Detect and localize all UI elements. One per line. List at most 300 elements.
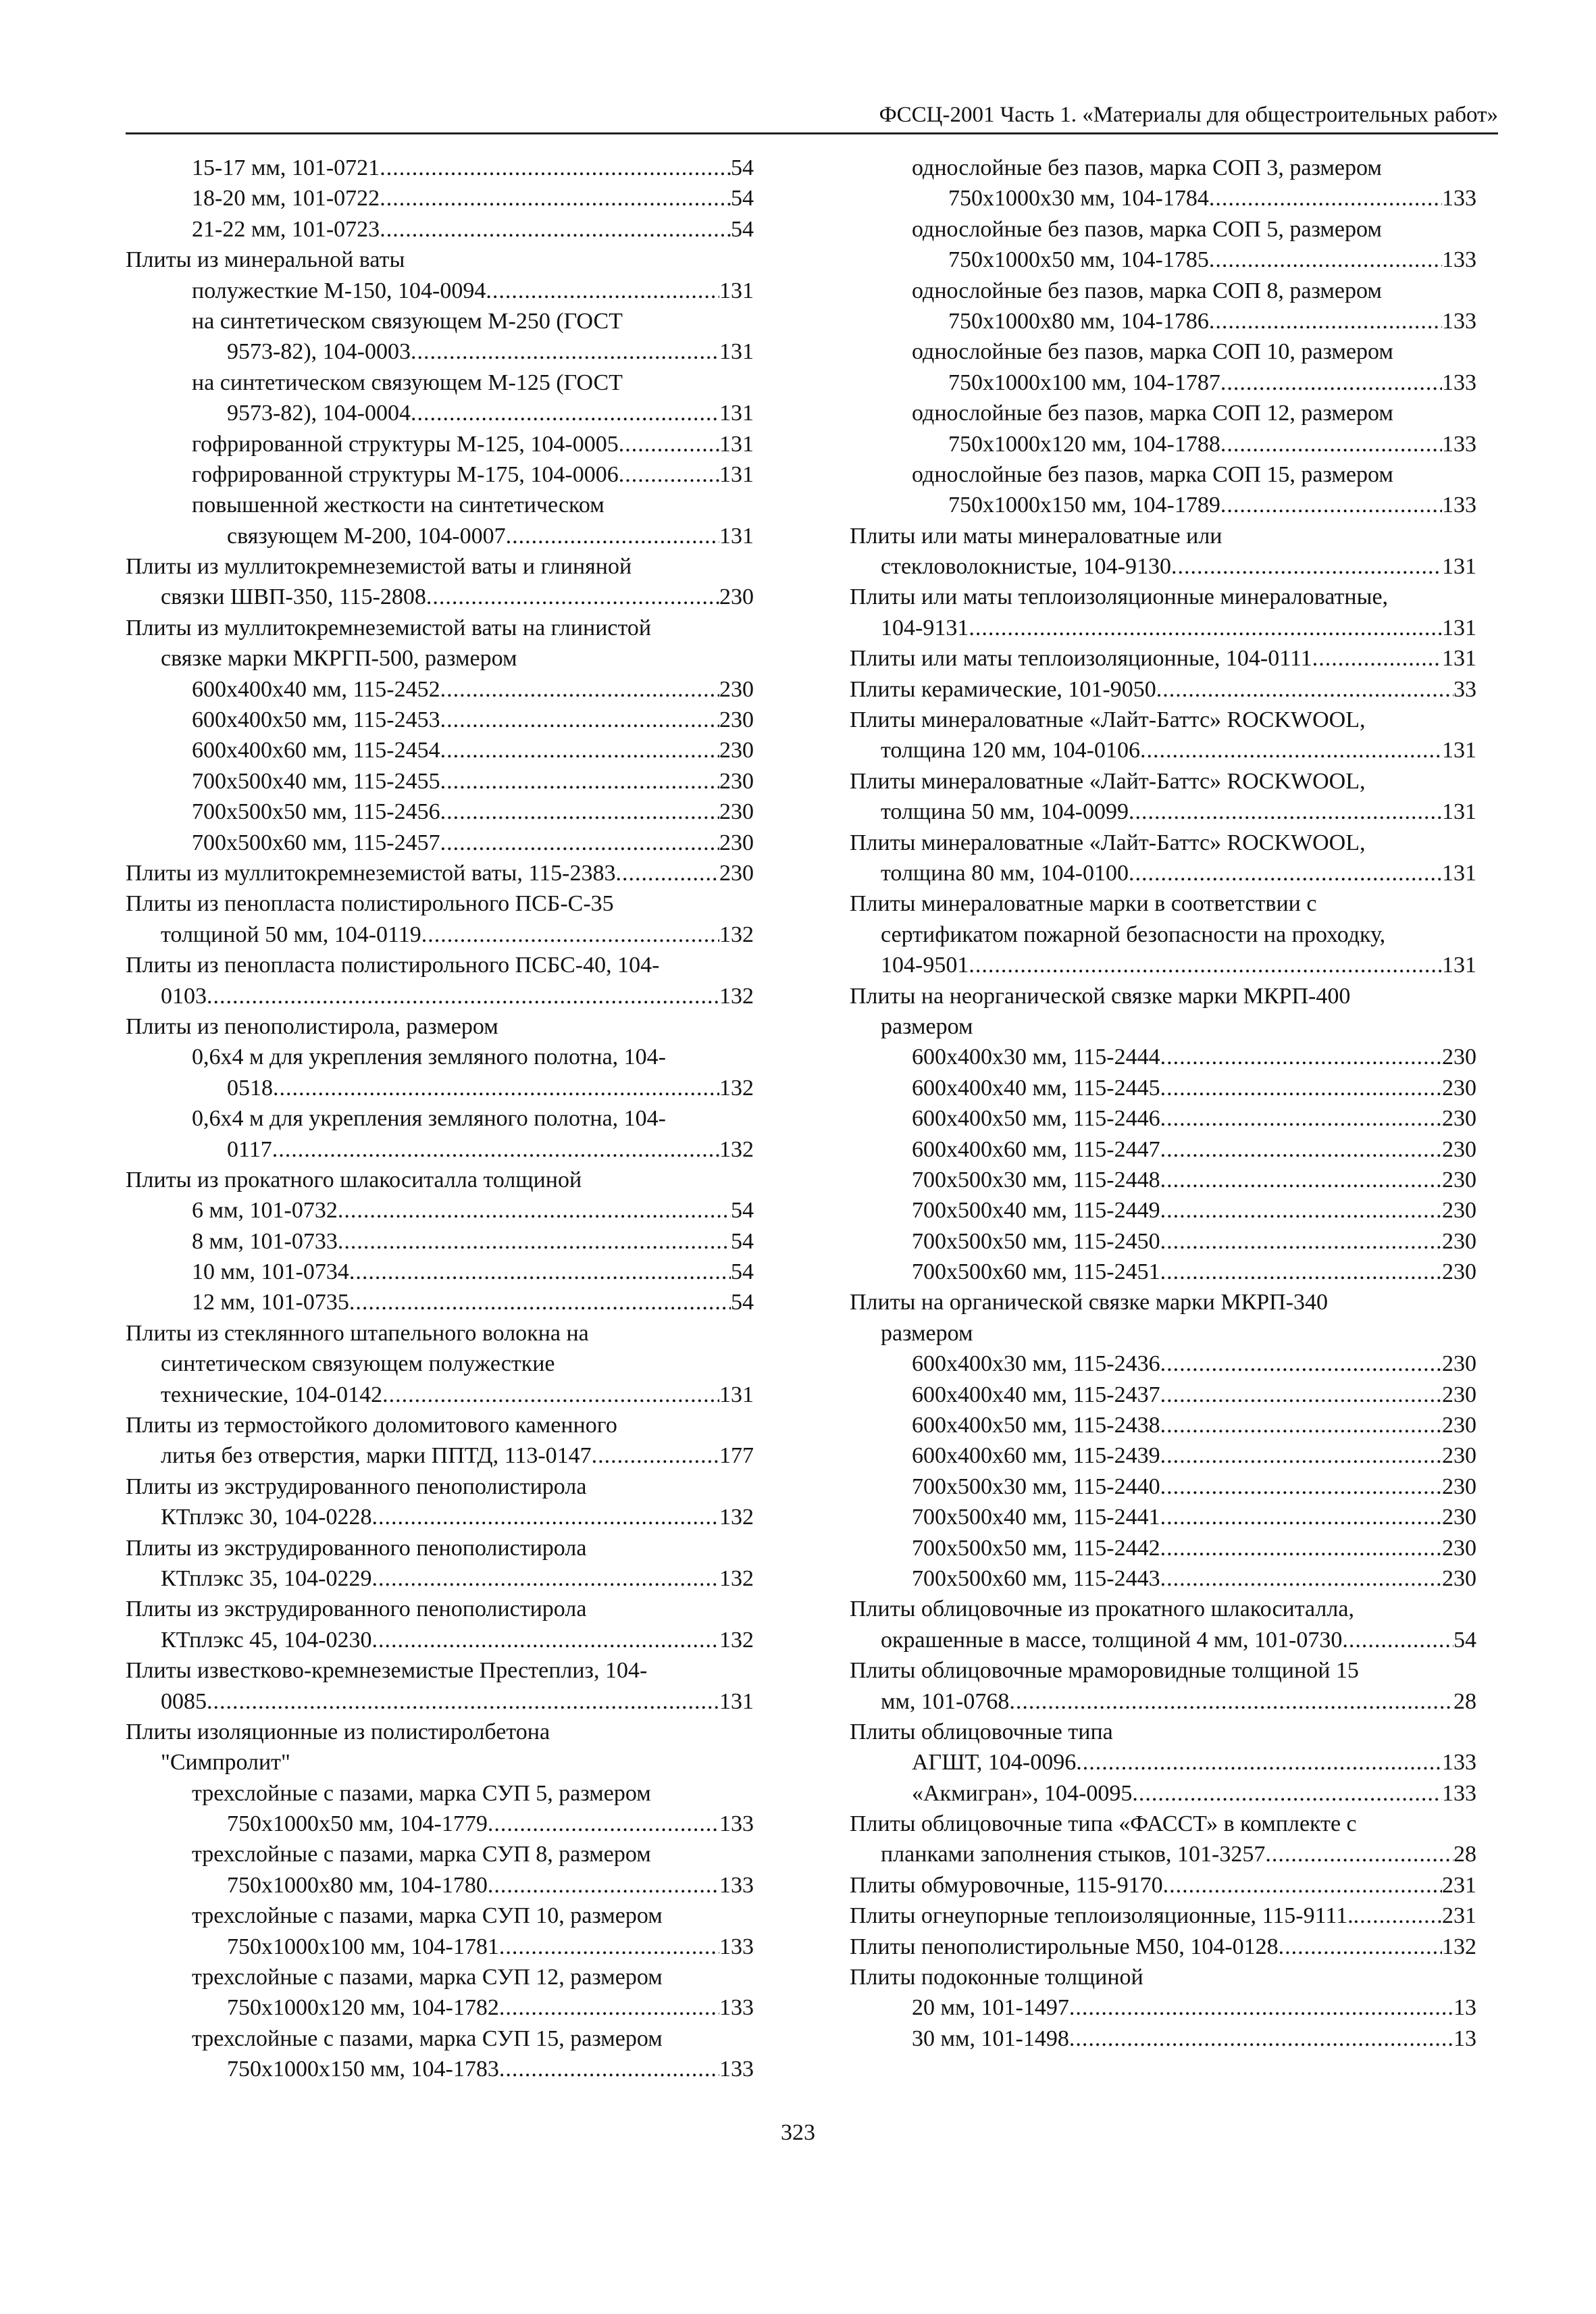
dot-leader <box>338 1226 731 1257</box>
index-entry-page: 230 <box>719 584 754 610</box>
index-entry-text: КТплэкс 35, 104-0229 <box>161 1565 372 1591</box>
index-entry-text: "Симпролит" <box>161 1750 290 1776</box>
dot-leader <box>440 674 719 705</box>
index-entry-text: 30 мм, 101-1498 <box>912 2026 1069 2051</box>
index-entry <box>126 1809 754 1839</box>
index-entry-page: 131 <box>719 278 754 303</box>
dot-leader <box>1265 1839 1453 1869</box>
index-entry-page: 131 <box>719 431 754 457</box>
dot-leader <box>1160 1195 1442 1226</box>
dot-leader <box>1220 368 1442 398</box>
index-entry <box>126 1594 754 1624</box>
index-entry-page: 230 <box>1442 1505 1476 1530</box>
index-entry-text: Плиты облицовочные типа «ФАССТ» в комплекте с <box>850 1811 1357 1837</box>
index-entry-text: 0085 <box>161 1688 207 1714</box>
dot-leader <box>1160 1380 1442 1410</box>
index-entry-page: 54 <box>731 1198 754 1224</box>
index-entry-page: 133 <box>1442 431 1476 457</box>
index-entry <box>850 276 1476 306</box>
index-entry-text: 600x400x40 мм, 115-2437 <box>912 1382 1160 1407</box>
index-entry <box>126 214 754 245</box>
index-entry-page: 133 <box>719 1811 754 1837</box>
dot-leader <box>1160 1103 1442 1134</box>
index-entry-text: 750x1000x120 мм, 104-1788 <box>948 431 1220 457</box>
index-entry-text: толщина 80 мм, 104-0100 <box>881 860 1129 886</box>
index-entry <box>126 613 754 643</box>
dot-leader <box>499 1932 719 1962</box>
index-entry-page: 133 <box>719 2057 754 2082</box>
index-entry-page: 230 <box>719 860 754 886</box>
dot-leader <box>207 1686 719 1717</box>
index-entry-text: Плиты облицовочные из прокатного шлакоситалла, <box>850 1596 1354 1622</box>
index-entry-text: Плиты известково-кремнеземистые Престеплиз, 104- <box>126 1658 648 1684</box>
index-entry <box>126 1134 754 1165</box>
index-entry-text: синтетическом связующем полужесткие <box>161 1351 555 1377</box>
index-entry-page: 131 <box>719 461 754 487</box>
index-entry <box>850 1992 1476 2023</box>
index-entry-text: Плиты минераловатные «Лайт-Баттс» ROCKWOOL, <box>850 830 1366 855</box>
dot-leader <box>1160 1349 1442 1379</box>
index-column-right <box>850 153 1476 2054</box>
index-entry-text: 600x400x60 мм, 115-2447 <box>912 1136 1160 1162</box>
index-entry <box>126 2023 754 2054</box>
index-entry-text: 600x400x60 мм, 115-2454 <box>192 738 440 763</box>
index-entry-page: 132 <box>719 1505 754 1530</box>
index-entry <box>850 797 1476 827</box>
index-entry-text: 20 мм, 101-1497 <box>912 1995 1069 2021</box>
index-entry <box>126 1073 754 1103</box>
index-entry <box>850 1625 1476 1655</box>
index-entry <box>126 1870 754 1901</box>
dot-leader <box>440 705 719 735</box>
index-entry <box>850 1932 1476 1962</box>
index-entry <box>850 1073 1476 1103</box>
index-entry-page: 54 <box>731 1290 754 1315</box>
index-entry-text: повышенной жесткости на синтетическом <box>192 493 604 518</box>
dot-leader <box>426 582 719 612</box>
dot-leader <box>372 1563 720 1594</box>
index-entry-text: 600x400x40 мм, 115-2445 <box>912 1075 1160 1101</box>
index-entry <box>850 1410 1476 1440</box>
index-entry <box>126 1472 754 1502</box>
index-entry-page: 132 <box>1442 1934 1476 1959</box>
index-entry-text: 750x1000x50 мм, 104-1779 <box>227 1811 488 1837</box>
index-entry-text: 600x400x40 мм, 115-2452 <box>192 676 440 702</box>
index-entry <box>126 1011 754 1042</box>
index-entry-text: трехслойные с пазами, марка СУП 12, размером <box>192 1965 663 1990</box>
index-entry-page: 54 <box>731 186 754 211</box>
index-entry-page: 133 <box>1442 247 1476 273</box>
index-entry <box>850 459 1476 490</box>
index-entry <box>126 1686 754 1717</box>
index-entry <box>850 1195 1476 1226</box>
index-entry-text: технические, 104-0142 <box>161 1382 383 1407</box>
index-entry <box>850 705 1476 735</box>
dot-leader <box>440 797 719 827</box>
index-entry-page: 54 <box>1453 1627 1476 1653</box>
index-entry <box>850 1257 1476 1287</box>
index-entry-page: 132 <box>719 1075 754 1101</box>
index-entry <box>850 1870 1476 1901</box>
index-entry <box>126 1042 754 1072</box>
index-entry-text: 750x1000x100 мм, 104-1787 <box>948 370 1220 395</box>
dot-leader <box>1160 1042 1442 1072</box>
dot-leader <box>440 735 719 765</box>
index-entry <box>126 183 754 213</box>
index-entry <box>126 459 754 490</box>
index-entry-page: 54 <box>731 1259 754 1285</box>
index-entry-text: 700x500x60 мм, 115-2443 <box>912 1565 1160 1591</box>
index-entry-text: Плиты из муллитокремнеземистой ваты, 115-2383 <box>126 860 616 886</box>
index-entry <box>126 674 754 705</box>
index-entry <box>850 153 1476 183</box>
dot-leader <box>499 2054 719 2084</box>
dot-leader <box>488 1809 719 1839</box>
index-entry-text: 10 мм, 101-0734 <box>192 1259 349 1285</box>
index-entry <box>850 245 1476 275</box>
index-entry <box>126 582 754 612</box>
index-entry <box>850 950 1476 980</box>
dot-leader <box>349 1257 731 1287</box>
index-entry <box>126 1717 754 1747</box>
dot-leader <box>380 214 731 245</box>
dot-leader <box>615 858 719 888</box>
index-entry-text: 750x1000x50 мм, 104-1785 <box>948 247 1209 273</box>
index-entry-text: 9573-82), 104-0003 <box>227 339 411 365</box>
dot-leader <box>1220 429 1442 459</box>
index-entry <box>850 306 1476 336</box>
index-entry-page: 133 <box>1442 186 1476 211</box>
dot-leader <box>421 920 719 950</box>
index-entry <box>850 1287 1476 1317</box>
index-entry <box>126 1440 754 1471</box>
index-entry-page: 230 <box>719 707 754 733</box>
index-entry-text: мм, 101-0768 <box>881 1688 1010 1714</box>
index-entry <box>850 1533 1476 1563</box>
index-entry <box>850 828 1476 858</box>
index-entry-text: однослойные без пазов, марка СОП 10, размером <box>912 339 1393 365</box>
index-entry-text: КТплэкс 30, 104-0228 <box>161 1505 372 1530</box>
index-entry <box>126 2054 754 2084</box>
dot-leader <box>1160 1410 1442 1440</box>
index-entry-page: 131 <box>1442 738 1476 763</box>
index-entry <box>850 1349 1476 1379</box>
index-entry <box>126 490 754 520</box>
index-entry-page: 230 <box>1442 1413 1476 1438</box>
index-entry-text: Плиты или маты теплоизоляционные, 104-0111 <box>850 646 1312 672</box>
index-entry-text: Плиты минераловатные марки в соответствии с <box>850 891 1317 917</box>
index-entry-page: 230 <box>1442 1167 1476 1192</box>
dot-leader <box>1129 858 1442 888</box>
index-entry <box>126 1655 754 1686</box>
index-entry-text: Плиты керамические, 101-9050 <box>850 676 1156 702</box>
index-entry <box>850 551 1476 582</box>
index-entry-text: Плиты на неорганической связке марки МКРП-400 <box>850 983 1351 1009</box>
dot-leader <box>349 1287 731 1317</box>
index-entry <box>850 1440 1476 1471</box>
index-entry <box>850 521 1476 551</box>
index-entry <box>126 828 754 858</box>
index-entry <box>850 398 1476 428</box>
index-entry-text: 6 мм, 101-0732 <box>192 1198 338 1224</box>
dot-leader <box>440 828 719 858</box>
index-entry-page: 230 <box>1442 1259 1476 1285</box>
index-entry-text: Плиты минераловатные «Лайт-Баттс» ROCKWOOL, <box>850 768 1366 794</box>
dot-leader <box>372 1502 720 1532</box>
index-entry-page: 230 <box>1442 1351 1476 1377</box>
index-entry-page: 28 <box>1453 1688 1476 1714</box>
index-entry <box>850 858 1476 888</box>
index-entry-text: планками заполнения стыков, 101-3257 <box>881 1842 1266 1867</box>
index-entry <box>126 797 754 827</box>
index-entry-page: 132 <box>719 1627 754 1653</box>
dot-leader <box>592 1440 719 1471</box>
index-entry <box>126 1839 754 1869</box>
index-entry-page: 230 <box>1442 1565 1476 1591</box>
index-entry <box>126 1962 754 1992</box>
index-entry <box>126 1778 754 1809</box>
dot-leader <box>1160 1226 1442 1257</box>
index-entry-text: Плиты или маты минераловатные или <box>850 523 1222 549</box>
index-entry <box>126 888 754 919</box>
index-entry <box>850 1380 1476 1410</box>
dot-leader <box>1076 1747 1442 1778</box>
index-entry-text: стекловолокнистые, 104-9130 <box>881 554 1171 580</box>
index-column-left <box>126 153 754 2085</box>
index-entry-page: 131 <box>719 1688 754 1714</box>
dot-leader <box>273 1073 719 1103</box>
index-entry-text: 104-9501 <box>881 953 969 978</box>
index-entry <box>850 674 1476 705</box>
index-entry-page: 230 <box>1442 1382 1476 1407</box>
index-entry-page: 133 <box>719 1995 754 2021</box>
index-entry-text: 700x500x50 мм, 115-2442 <box>912 1535 1160 1561</box>
index-entry-text: Плиты из экструдированного пенополистирола <box>126 1596 587 1622</box>
dot-leader <box>969 613 1442 643</box>
dot-leader <box>488 1870 719 1901</box>
index-entry <box>126 306 754 336</box>
index-entry-page: 132 <box>719 922 754 947</box>
index-entry <box>850 1809 1476 1839</box>
index-entry <box>126 1932 754 1962</box>
index-entry <box>850 1717 1476 1747</box>
dot-leader <box>1279 1932 1442 1962</box>
dot-leader <box>1160 1073 1442 1103</box>
index-entry-page: 131 <box>719 1382 754 1407</box>
index-entry-text: КТплэкс 45, 104-0230 <box>161 1627 372 1653</box>
index-entry-page: 230 <box>719 676 754 702</box>
index-entry-text: связке марки МКРГП-500, размером <box>161 646 517 672</box>
index-entry-text: 0518 <box>227 1075 273 1101</box>
dot-leader <box>619 459 719 490</box>
index-entry-text: Плиты изоляционные из полистиролбетона <box>126 1719 550 1744</box>
index-entry-page: 54 <box>731 1228 754 1254</box>
dot-leader <box>1160 1257 1442 1287</box>
index-entry <box>850 429 1476 459</box>
index-entry-page: 133 <box>1442 370 1476 395</box>
index-entry-text: Плиты облицовочные мрамoровидные толщиной 15 <box>850 1658 1359 1684</box>
index-entry <box>850 1042 1476 1072</box>
dot-leader <box>1171 551 1442 582</box>
index-entry-text: однослойные без пазов, марка СОП 5, размером <box>912 216 1382 242</box>
index-entry-text: 700x500x60 мм, 115-2457 <box>192 830 440 855</box>
index-entry-text: Плиты из пенопласта полистирольного ПСБС-40, 104- <box>126 953 660 978</box>
index-entry <box>126 1226 754 1257</box>
index-entry-text: 700x500x30 мм, 115-2448 <box>912 1167 1160 1192</box>
dot-leader <box>1132 1778 1442 1809</box>
index-entry-text: трехслойные с пазами, марка СУП 8, размером <box>192 1842 651 1867</box>
dot-leader <box>1160 1134 1442 1165</box>
index-entry <box>126 1103 754 1134</box>
index-entry-text: Плиты из муллитокремнеземистой ваты и глиняной <box>126 554 632 580</box>
dot-leader <box>1312 643 1442 674</box>
index-entry-text: Плиты на органической связке марки МКРП-340 <box>850 1290 1329 1315</box>
index-entry <box>126 1747 754 1778</box>
index-entry <box>850 490 1476 520</box>
index-entry-page: 132 <box>719 983 754 1009</box>
dot-leader <box>1069 2023 1453 2054</box>
index-entry-text: Плиты минераловатные «Лайт-Баттс» ROCKWOOL, <box>850 707 1366 733</box>
index-entry <box>126 1502 754 1532</box>
index-entry <box>126 551 754 582</box>
index-entry-text: 0117 <box>227 1136 272 1162</box>
running-header: ФССЦ-2001 Часть 1. «Материалы для общестроительных работ» <box>126 101 1498 134</box>
index-entry <box>850 766 1476 797</box>
index-entry-text: Плиты из экструдированного пенополистирола <box>126 1474 587 1499</box>
index-entry <box>126 336 754 367</box>
dot-leader <box>1209 245 1442 275</box>
index-entry <box>126 981 754 1011</box>
index-entry-page: 230 <box>1442 1198 1476 1224</box>
index-entry-text: Плиты из пенополистирола, размером <box>126 1013 498 1039</box>
index-entry <box>126 1901 754 1931</box>
index-entry-page: 131 <box>1442 554 1476 580</box>
index-entry-page: 133 <box>719 1934 754 1959</box>
index-entry <box>126 1165 754 1195</box>
index-entry-text: 700x500x40 мм, 115-2455 <box>192 768 440 794</box>
index-entry <box>126 1380 754 1410</box>
index-entry-page: 13 <box>1453 2026 1476 2051</box>
index-entry-text: размером <box>881 1013 973 1039</box>
index-entry-text: Плиты из экструдированного пенополистирола <box>126 1535 587 1561</box>
index-entry-text: Плиты из стеклянного штапельного волокна на <box>126 1320 589 1346</box>
index-entry-page: 230 <box>1442 1443 1476 1469</box>
index-entry-text: 12 мм, 101-0735 <box>192 1290 349 1315</box>
index-entry-text: 700x500x40 мм, 115-2449 <box>912 1198 1160 1224</box>
index-entry-page: 230 <box>1442 1045 1476 1070</box>
index-entry-text: 600x400x30 мм, 115-2444 <box>912 1045 1160 1070</box>
index-entry-text: сертификатом пожарной безопасности на проходку, <box>881 922 1386 947</box>
index-entry-text: 600x400x30 мм, 115-2436 <box>912 1351 1160 1377</box>
dot-leader <box>1163 1870 1442 1901</box>
index-entry <box>850 735 1476 765</box>
index-entry <box>126 1625 754 1655</box>
index-entry-text: Плиты огнеупорные теплоизоляционные, 115-9111. <box>850 1903 1354 1929</box>
index-entry <box>850 1472 1476 1502</box>
index-entry <box>850 888 1476 919</box>
index-entry <box>126 1195 754 1226</box>
index-entry-text: размером <box>881 1320 973 1346</box>
dot-leader <box>1342 1625 1453 1655</box>
dot-leader <box>1140 735 1442 765</box>
index-entry <box>850 1011 1476 1042</box>
index-entry <box>850 1594 1476 1624</box>
index-entry-text: Плиты из прокатного шлакоситалла толщиной <box>126 1167 582 1192</box>
dot-leader <box>1160 1533 1442 1563</box>
index-entry <box>126 521 754 551</box>
index-entry-page: 133 <box>1442 308 1476 334</box>
dot-leader <box>1209 306 1442 336</box>
dot-leader <box>272 1134 719 1165</box>
index-entry-text: Плиты подоконные толщиной <box>850 1965 1143 1990</box>
index-entry-page: 28 <box>1453 1842 1476 1867</box>
index-entry-text: гофрированной структуры М-175, 104-0006 <box>192 461 619 487</box>
index-entry <box>850 1318 1476 1349</box>
index-entry <box>126 858 754 888</box>
index-entry-text: на синтетическом связующем М-250 (ГОСТ <box>192 308 623 334</box>
dot-leader <box>1009 1686 1453 1717</box>
index-entry-page: 131 <box>1442 860 1476 886</box>
index-entry-text: однослойные без пазов, марка СОП 12, размером <box>912 401 1393 426</box>
index-entry <box>850 214 1476 245</box>
index-entry <box>126 1257 754 1287</box>
index-entry <box>850 643 1476 674</box>
index-entry-text: 750x1000x80 мм, 104-1786 <box>948 308 1209 334</box>
index-entry-text: окрашенные в массе, толщиной 4 мм, 101-0730 <box>881 1627 1343 1653</box>
index-entry <box>126 735 754 765</box>
dot-leader <box>1160 1502 1442 1532</box>
index-entry-text: 8 мм, 101-0733 <box>192 1228 338 1254</box>
index-entry-page: 230 <box>1442 1228 1476 1254</box>
index-entry <box>850 1226 1476 1257</box>
index-entry-page: 131 <box>1442 615 1476 640</box>
index-entry-page: 131 <box>1442 646 1476 672</box>
index-entry-page: 131 <box>719 523 754 549</box>
index-entry <box>126 1318 754 1349</box>
index-entry <box>126 1287 754 1317</box>
index-entry-page: 230 <box>1442 1474 1476 1499</box>
index-entry-text: Плиты из термостойкого доломитового каменного <box>126 1413 617 1438</box>
index-entry <box>126 153 754 183</box>
index-entry-text: 0,6x4 м для укрепления земляного полотна, 104- <box>192 1106 666 1132</box>
dot-leader <box>1209 183 1442 213</box>
index-entry-text: на синтетическом связующем М-125 (ГОСТ <box>192 370 623 395</box>
dot-leader <box>1220 490 1442 520</box>
index-entry-text: толщина 50 мм, 104-0099 <box>881 799 1129 825</box>
dot-leader <box>1354 1901 1442 1931</box>
index-entry <box>850 1103 1476 1134</box>
index-entry-text: 0,6x4 м для укрепления земляного полотна, 104- <box>192 1045 666 1070</box>
index-entry-text: 18-20 мм, 101-0722 <box>192 186 380 211</box>
index-entry-text: 700x500x50 мм, 115-2456 <box>192 799 440 825</box>
index-entry-text: трехслойные с пазами, марка СУП 5, размером <box>192 1780 651 1806</box>
index-entry <box>850 1839 1476 1869</box>
dot-leader <box>506 521 719 551</box>
page-number: 323 <box>781 2120 815 2145</box>
index-entry <box>850 1563 1476 1594</box>
dot-leader <box>1156 674 1453 705</box>
index-entry <box>850 920 1476 950</box>
index-entry-text: 700x500x30 мм, 115-2440 <box>912 1474 1160 1499</box>
index-entry-text: 700x500x60 мм, 115-2451 <box>912 1259 1160 1285</box>
index-entry-text: 750x1000x30 мм, 104-1784 <box>948 186 1209 211</box>
index-entry-page: 54 <box>731 155 754 180</box>
index-entry <box>850 1134 1476 1165</box>
index-entry-text: 750x1000x150 мм, 104-1783 <box>227 2057 499 2082</box>
index-entry-text: 21-22 мм, 101-0723 <box>192 216 380 242</box>
index-entry <box>850 613 1476 643</box>
index-entry-text: трехслойные с пазами, марка СУП 10, размером <box>192 1903 663 1929</box>
